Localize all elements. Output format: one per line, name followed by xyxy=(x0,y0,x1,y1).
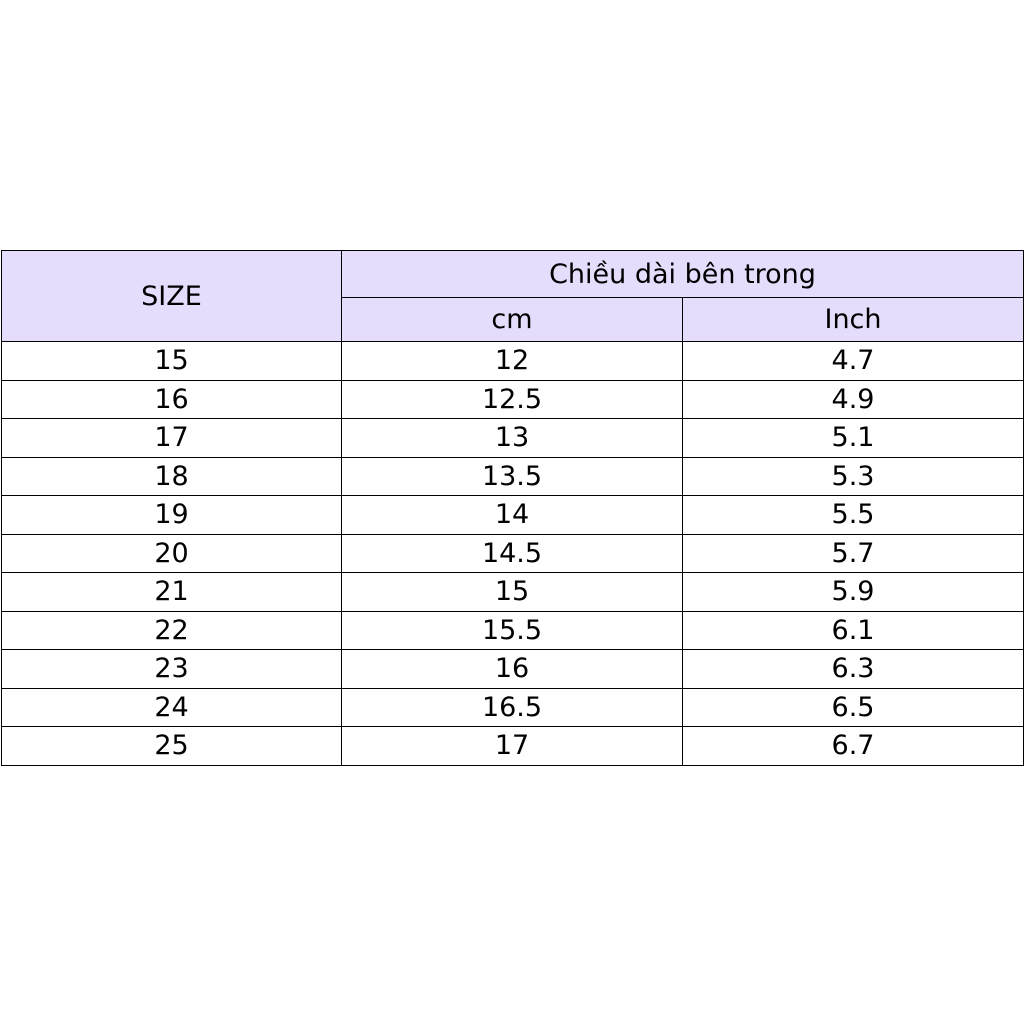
size-cell: 23 xyxy=(2,650,342,689)
inch-cell: 5.9 xyxy=(683,573,1024,612)
table-row xyxy=(2,419,1024,458)
cm-cell: 14.5 xyxy=(342,534,683,573)
inch-cell: 6.3 xyxy=(683,650,1024,689)
cm-cell: 15.5 xyxy=(342,611,683,650)
size-cell: 15 xyxy=(2,342,342,381)
size-cell: 17 xyxy=(2,419,342,458)
table-body xyxy=(2,342,1024,766)
cm-cell: 16.5 xyxy=(342,688,683,727)
inner-length-header: Chiều dài bên trong xyxy=(342,251,1024,298)
cm-cell: 14 xyxy=(342,496,683,535)
cm-cell: 12.5 xyxy=(342,380,683,419)
table-row xyxy=(2,611,1024,650)
inch-header: Inch xyxy=(683,298,1024,342)
size-cell: 19 xyxy=(2,496,342,535)
table-row xyxy=(2,457,1024,496)
table-row xyxy=(2,342,1024,381)
inch-cell: 5.5 xyxy=(683,496,1024,535)
cm-cell: 13.5 xyxy=(342,457,683,496)
inch-cell: 5.1 xyxy=(683,419,1024,458)
table-row xyxy=(2,573,1024,612)
inch-cell: 5.3 xyxy=(683,457,1024,496)
cm-cell: 13 xyxy=(342,419,683,458)
table-header xyxy=(2,251,1024,342)
inch-cell: 6.1 xyxy=(683,611,1024,650)
size-cell: 24 xyxy=(2,688,342,727)
table-row xyxy=(2,650,1024,689)
size-header: SIZE xyxy=(2,251,342,342)
inch-cell: 6.7 xyxy=(683,727,1024,766)
size-cell: 21 xyxy=(2,573,342,612)
inch-cell: 4.7 xyxy=(683,342,1024,381)
inch-cell: 4.9 xyxy=(683,380,1024,419)
inch-cell: 6.5 xyxy=(683,688,1024,727)
size-chart-table xyxy=(1,250,1024,766)
size-cell: 18 xyxy=(2,457,342,496)
size-cell: 20 xyxy=(2,534,342,573)
size-cell: 16 xyxy=(2,380,342,419)
table-row xyxy=(2,727,1024,766)
cm-header: cm xyxy=(342,298,683,342)
cm-cell: 17 xyxy=(342,727,683,766)
size-cell: 22 xyxy=(2,611,342,650)
table-row xyxy=(2,496,1024,535)
cm-cell: 12 xyxy=(342,342,683,381)
header-row xyxy=(2,251,1024,298)
inch-cell: 5.7 xyxy=(683,534,1024,573)
table-row xyxy=(2,380,1024,419)
cm-cell: 16 xyxy=(342,650,683,689)
cm-cell: 15 xyxy=(342,573,683,612)
table-row xyxy=(2,534,1024,573)
table-row xyxy=(2,688,1024,727)
size-cell: 25 xyxy=(2,727,342,766)
